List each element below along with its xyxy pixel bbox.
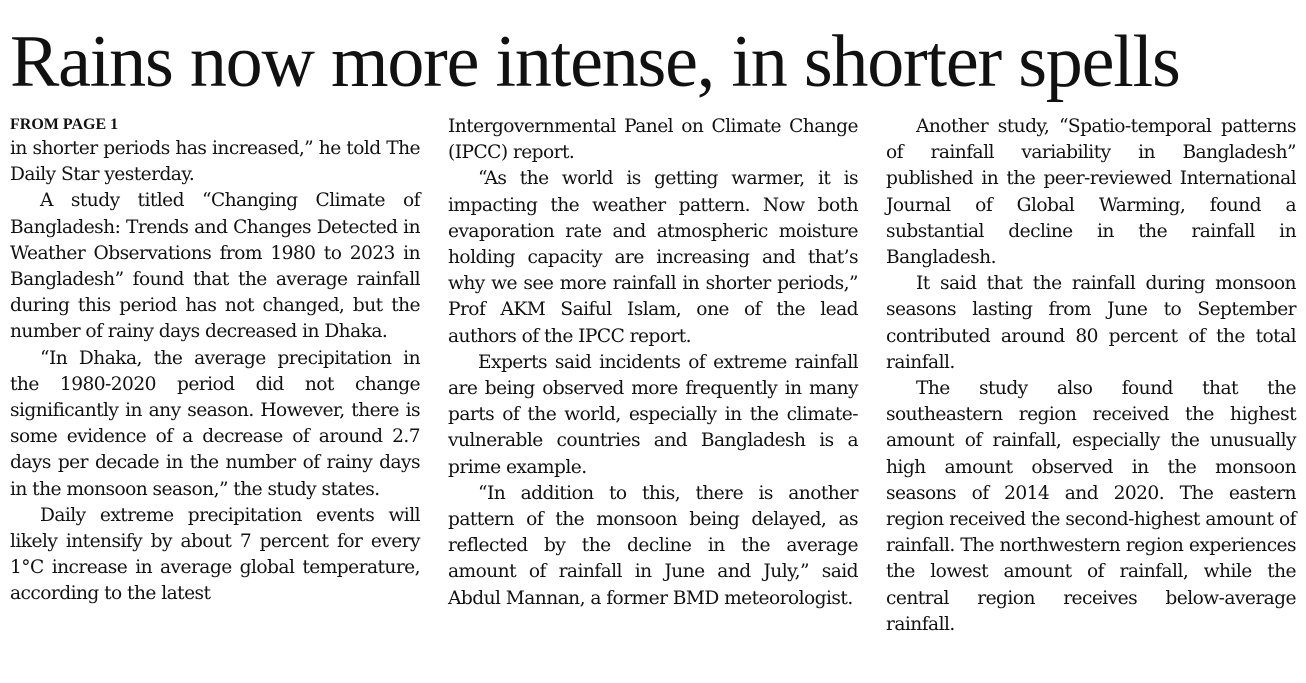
paragraph: The study also found that the southeastern region received the highest amount of rainfall, especially the unusually high amount observed in the monsoon seasons of 2014 and 2020. The eastern region received the second-highest amount of rainfall. The northwestern region experiences the lowest amount of rainfall, while the central region receives below-average rainfall. xyxy=(886,378,1296,635)
paragraph: “In Dhaka, the average precipitation in the 1980-2020 period did not change significantly in any season. However, there is some evidence of a decrease of around 2.7 days per decade in the number of rainy days in the monsoon season,” the study states. xyxy=(10,347,420,500)
headline: Rains now more intense, in shorter spells xyxy=(10,21,1180,103)
paragraph: Experts said incidents of extreme rainfall are being observed more frequently in many parts of the world, especially in the climate-vulnerable countries and Bangladesh is a prime example. xyxy=(448,351,858,478)
paragraph: “In addition to this, there is another pattern of the monsoon being delayed, as reflected by the decline in the average amount of rainfall in June and July,” said Abdul Mannan, a former BMD meteorologist. xyxy=(448,482,858,609)
paragraph: A study titled “Changing Climate of Bangladesh: Trends and Changes Detected in Weather Observations from 1980 to 2023 in Bangladesh” found that the average rainfall during this period has not changed, but the number of rainy days decreased in Dhaka. xyxy=(10,190,420,343)
article-column-3 xyxy=(886,114,1296,638)
paragraph: Intergovernmental Panel on Climate Change (IPCC) report. xyxy=(448,116,858,164)
paragraph: Daily extreme precipitation events will likely intensify by about 7 percent for every 1°C increase in average global temperature, according to the latest xyxy=(10,504,420,605)
paragraph: “As the world is getting warmer, it is impacting the weather pattern. Now both evaporation rate and atmospheric moisture holding capacity are increasing and that’s why we see more rainfall in shorter periods,” Prof AKM Saiful Islam, one of the lead authors of the IPCC report. xyxy=(448,168,858,347)
paragraph: in shorter periods has increased,” he told The Daily Star yesterday. xyxy=(10,138,420,186)
paragraph: Another study, “Spatio-temporal patterns of rainfall variability in Bangladesh” published in the peer-reviewed International Journal of Global Warming, found a substantial decline in the rainfall in Bangladesh. xyxy=(886,116,1296,269)
paragraph: It said that the rainfall during monsoon seasons lasting from June to September contributed around 80 percent of the total rainfall. xyxy=(886,273,1296,373)
article-column-1 xyxy=(10,114,420,608)
article-column-2 xyxy=(448,114,858,612)
continuation-kicker: FROM PAGE 1 xyxy=(10,116,119,133)
